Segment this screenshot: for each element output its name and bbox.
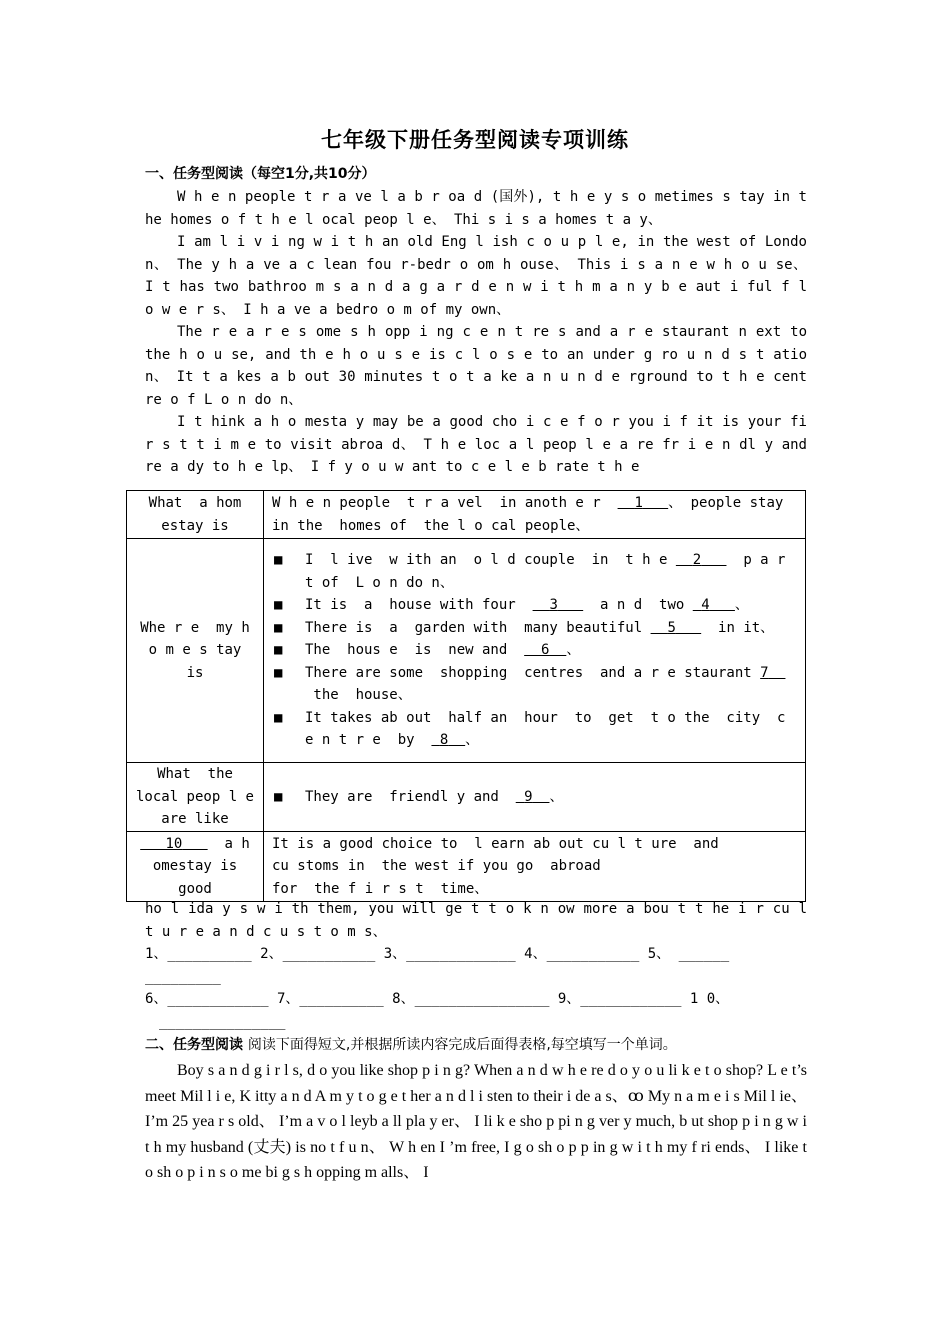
passage-paragraph: Boy s a n d g i r l s, d o you like shop p i n g? When a n d w h e re d o y o u li k e t o shop? L e t’s meet Mil l i e, K itty a n d A m y t o g e t her a n d l i sten to their i de a s、ꝏ My n a m e i s Mil l ie、 I’m 25 yea r s old、 I’m a v o l leyb a ll pla y er、 I li k e sho p pi n g ver y much, b ut shop p i n g w i t h my husband (丈夫) is no t f u n、 W h en I ’m free, I g o sh o p p in g w i t h my f ri ends、 I like t o sh o p i n s o me bi g s h opping m alls、 I — [145, 1062, 807, 1181]
section2-instruction: 阅读下面得短文,并根据所读内容完成后面得表格,每空填写一个单词。 — [247, 1037, 677, 1053]
square-bullet-icon: ■ — [274, 642, 283, 659]
task-table — [126, 490, 806, 902]
blank-3[interactable]: 3 — [549, 597, 558, 614]
row-content: It is a good choice to l earn ab out cu l t ure and cu stoms in the west if you go abroad for the f i r s t time、 — [264, 831, 806, 902]
table-row — [127, 831, 806, 902]
blank-5[interactable]: 5 — [667, 619, 676, 636]
bullet-item: ■ It is a house with four 3 a n d two 4 、 — [272, 594, 797, 617]
row-content — [264, 763, 806, 832]
row-content: W h e n people t r a vel in anoth e r 1 、 people stay in the homes of the l o cal people、 — [264, 491, 806, 539]
row-label: What the local peop l e are like — [127, 763, 264, 832]
section1-heading: 一、任务型阅读（每空1分,共10分） — [145, 166, 376, 182]
answer-lines-2 — [145, 988, 815, 1033]
answer-line[interactable]: 6、____________ 7、__________ 8、________________ 9、____________ 1 0、 — [145, 991, 730, 1007]
table-row — [127, 763, 806, 832]
passage-paragraph: I t hink a h o mesta y may be a good cho i c e f o r you i f it is your fir s t t i m e to visit abroa d、 T h e loc a l peop l e a re fr i e n dl y and re a dy to h e lp、 I f y o u w ant to c e l e b rate t h e — [145, 414, 807, 475]
passage-paragraph: I am l i v i ng w i t h an old Eng l ish c o u p l e, in the west of London、 The y h a ve a c lean fou r-bedr o om h ouse、 This i s a n e w h o u se、 I t has two bathroo m s a n d a g a r d e n w i t h m a n y b e aut i ful f l o w e r s、 I h a ve a bedro o m of my own、 — [145, 234, 807, 318]
blank-7[interactable]: 7 — [760, 664, 769, 681]
section1-passage — [145, 186, 807, 479]
bullet-item: ■ There are some shopping centres and a r e staurant 7 the house、 — [272, 662, 797, 707]
square-bullet-icon: ■ — [274, 788, 283, 805]
blank-4[interactable]: 4 — [701, 597, 710, 614]
blank-1[interactable]: 1 — [634, 495, 643, 511]
blank-10[interactable]: 10 — [165, 835, 183, 852]
table-row — [127, 491, 806, 539]
bullet-item: ■ It takes ab out half an hour to get t o the city c e n t r e by 8 、 — [272, 707, 797, 752]
row-label: What a hom estay is — [127, 491, 264, 539]
square-bullet-icon: ■ — [274, 552, 283, 569]
bullet-item: ■ There is a garden with many beautiful 5 in it、 — [272, 617, 797, 640]
bullet-item: ■ The hous e is new and 6 、 — [272, 639, 797, 662]
row-content — [264, 539, 806, 763]
answer-lines-1 — [145, 943, 815, 988]
square-bullet-icon: ■ — [274, 709, 283, 726]
section2-heading-row — [145, 1034, 677, 1054]
section2-heading: 二、任务型阅读 — [145, 1037, 243, 1053]
passage-paragraph: The r e a r e s ome s h opp i ng c e n t re s and a r e staurant n ext to the h o u se, and th e h o u s e is c l o s e to an under g ro u n d s t ation、 It t a kes a b out 30 minutes t o t a ke a n u n d e rground to t h e centre o f L o n do n、 — [145, 324, 807, 408]
blank-8[interactable]: 8 — [439, 732, 449, 749]
answer-line[interactable]: _______________ — [159, 1013, 286, 1030]
blank-9[interactable]: 9 — [524, 788, 533, 805]
bullet-item: ■ They are friendl y and 9 、 — [272, 786, 797, 809]
blank-6[interactable]: 6 — [541, 642, 550, 659]
row-label: Whe r e my h o m e s tay is — [127, 539, 264, 763]
answer-line[interactable]: 1、__________ 2、___________ 3、_____________ 4、___________ 5、 ______ — [145, 946, 730, 962]
square-bullet-icon: ■ — [274, 619, 283, 636]
passage-paragraph: ho l ida y s w i th them, you will ge t t o k n ow more a bou t t he i r cu l t u r e a n d c u s t o m s、 — [145, 901, 807, 940]
section2-passage — [145, 1058, 807, 1186]
table-row — [127, 539, 806, 763]
bullet-item: ■ I l ive w ith an o l d couple in t h e 2 p a r t of L o n do n、 — [272, 549, 797, 594]
page-title: 七年级下册任务型阅读专项训练 — [321, 127, 629, 152]
section1-passage-continued — [145, 898, 807, 943]
blank-2[interactable]: 2 — [692, 552, 702, 569]
passage-paragraph: W h e n people t r a ve l a b r oa d (国外), t h e y s o metimes s tay in t he homes o f t h e l ocal peop l e、 Thi s i s a homes t a y、 — [145, 189, 807, 228]
answer-line[interactable]: _________ — [145, 968, 221, 985]
square-bullet-icon: ■ — [274, 597, 283, 614]
row-label: 10 a h omestay is good — [127, 831, 264, 902]
square-bullet-icon: ■ — [274, 664, 283, 681]
